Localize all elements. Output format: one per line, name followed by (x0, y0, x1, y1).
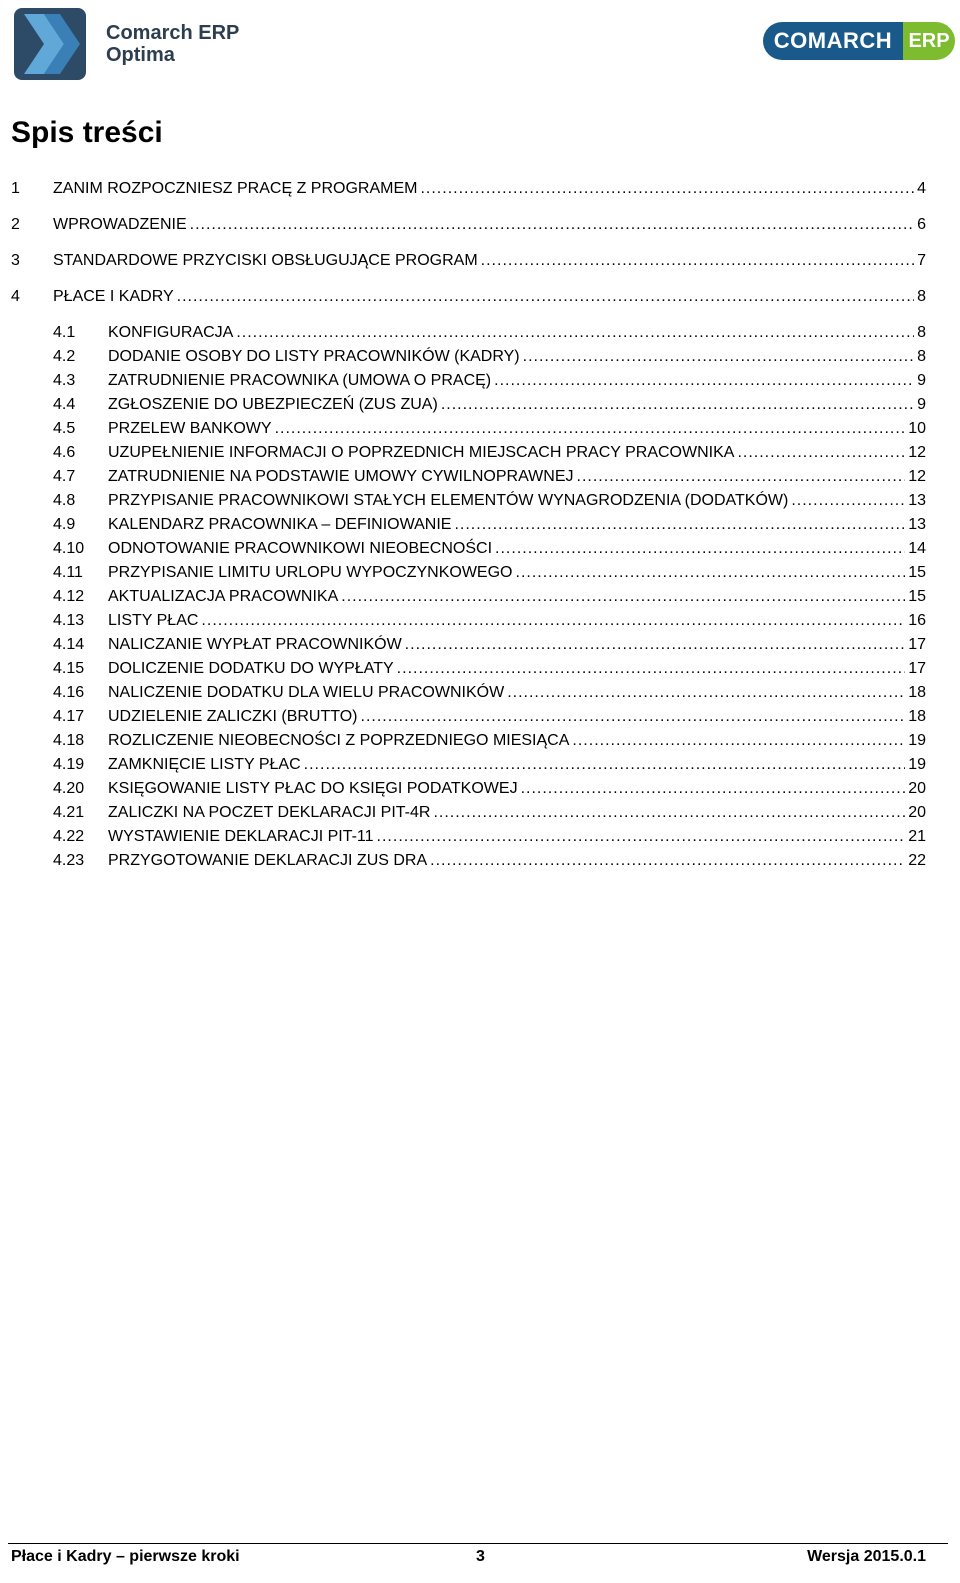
toc-number: 4.9 (53, 516, 76, 533)
toc-entry[interactable] (11, 180, 926, 216)
toc-label: PRZELEW BANKOWY (108, 420, 272, 437)
toc-number: 4.14 (53, 636, 85, 653)
toc-leader (405, 636, 906, 654)
toc-leader (516, 564, 906, 582)
toc-leader (190, 216, 914, 234)
toc-label: UDZIELENIE ZALICZKI (BRUTTO) (108, 708, 358, 725)
optima-logo-icon (14, 8, 86, 80)
toc-subentry[interactable] (11, 564, 926, 588)
toc-subentry[interactable] (11, 636, 926, 660)
toc-label: UZUPEŁNIENIE INFORMACJI O POPRZEDNICH MIEJSCACH PRACY PRACOWNIKA (108, 444, 735, 461)
toc-subentry[interactable] (11, 348, 926, 372)
toc-leader (430, 852, 905, 870)
toc-label: NALICZENIE DODATKU DLA WIELU PRACOWNIKÓW (108, 684, 505, 701)
toc-page: 21 (908, 828, 926, 845)
toc-label: WYSTAWIENIE DEKLARACJI PIT-11 (108, 828, 374, 845)
toc-page: 8 (917, 324, 926, 341)
toc-leader (441, 396, 914, 414)
toc-page: 13 (908, 492, 926, 509)
toc-number: 4.20 (53, 780, 85, 797)
toc-subentry[interactable] (11, 852, 926, 876)
toc-label: DODANIE OSOBY DO LISTY PRACOWNIKÓW (KADRY) (108, 348, 520, 365)
toc-number: 4.3 (53, 372, 76, 389)
toc-page: 18 (908, 684, 926, 701)
toc-leader (481, 252, 914, 270)
toc-label: NALICZANIE WYPŁAT PRACOWNIKÓW (108, 636, 402, 653)
comarch-erp-logo (763, 22, 955, 64)
toc-label: ZGŁOSZENIE DO UBEZPIECZEŃ (ZUS ZUA) (108, 396, 438, 413)
toc-number: 4.18 (53, 732, 85, 749)
toc-subentry[interactable] (11, 828, 926, 852)
toc-subentry[interactable] (11, 420, 926, 444)
toc-leader (341, 588, 905, 606)
toc-subentry[interactable] (11, 732, 926, 756)
toc-leader (361, 708, 906, 726)
toc-subentry[interactable] (11, 444, 926, 468)
toc-leader (791, 492, 905, 510)
toc-page: 19 (908, 756, 926, 773)
toc-subentry[interactable] (11, 756, 926, 780)
toc-subentry[interactable] (11, 612, 926, 636)
toc-number: 4.19 (53, 756, 85, 773)
toc-number: 2 (11, 216, 20, 233)
toc-page: 9 (917, 396, 926, 413)
toc-leader (577, 468, 906, 486)
logo-comarch-text: COMARCH (763, 22, 903, 60)
toc-page: 16 (908, 612, 926, 629)
toc-number: 3 (11, 252, 20, 269)
toc-subentry[interactable] (11, 324, 926, 348)
toc-number: 4 (11, 288, 20, 305)
toc-subentry[interactable] (11, 588, 926, 612)
toc-label: ZATRUDNIENIE PRACOWNIKA (UMOWA O PRACĘ) (108, 372, 492, 389)
toc-subentry[interactable] (11, 396, 926, 420)
toc-number: 4.22 (53, 828, 85, 845)
toc-entry[interactable] (11, 216, 926, 252)
footer-divider (8, 1543, 948, 1544)
toc-label: ZANIM ROZPOCZNIESZ PRACĘ Z PROGRAMEM (53, 180, 418, 197)
toc-label: AKTUALIZACJA PRACOWNIKA (108, 588, 339, 605)
toc-page: 20 (908, 804, 926, 821)
toc-page: 15 (908, 588, 926, 605)
toc-page: 10 (908, 420, 926, 437)
toc-label: KONFIGURACJA (108, 324, 234, 341)
toc-label: PRZYGOTOWANIE DEKLARACJI ZUS DRA (108, 852, 428, 869)
toc-subentry[interactable] (11, 468, 926, 492)
toc-subentry[interactable] (11, 492, 926, 516)
toc-page: 20 (908, 780, 926, 797)
toc-leader (737, 444, 905, 462)
toc-number: 4.2 (53, 348, 76, 365)
toc-subentry[interactable] (11, 372, 926, 396)
logo-wordmark (106, 22, 239, 66)
toc-number: 4.1 (53, 324, 76, 341)
logo-line-2: Optima (106, 44, 175, 66)
toc-entry[interactable] (11, 252, 926, 288)
toc-leader (275, 420, 906, 438)
comarch-erp-optima-logo (14, 8, 254, 80)
page-title: Spis treści (11, 116, 163, 149)
toc-label: DOLICZENIE DODATKU DO WYPŁATY (108, 660, 394, 677)
toc-page: 18 (908, 708, 926, 725)
toc-leader (397, 660, 906, 678)
toc-page: 14 (908, 540, 926, 557)
toc-leader (495, 540, 905, 558)
toc-label: WPROWADZENIE (53, 216, 187, 233)
toc-label: PŁACE I KADRY (53, 288, 174, 305)
footer-version: Wersja 2015.0.1 (807, 1548, 926, 1565)
toc-leader (177, 288, 914, 306)
toc-page: 7 (917, 252, 926, 269)
toc-label: LISTY PŁAC (108, 612, 199, 629)
page-header (0, 0, 960, 90)
toc-leader (420, 180, 914, 198)
toc-number: 4.10 (53, 540, 85, 557)
toc-number: 4.5 (53, 420, 76, 437)
toc-number: 4.15 (53, 660, 85, 677)
toc-leader (201, 612, 905, 630)
toc-label: ZAMKNIĘCIE LISTY PŁAC (108, 756, 301, 773)
toc-leader (572, 732, 905, 750)
footer-page-number: 3 (476, 1548, 485, 1565)
toc-number: 4.11 (53, 564, 83, 581)
toc-number: 4.13 (53, 612, 85, 629)
toc-subentry[interactable] (11, 660, 926, 684)
toc-leader (236, 324, 914, 342)
toc-page: 17 (908, 636, 926, 653)
toc-subentry[interactable] (11, 804, 926, 828)
toc-number: 4.17 (53, 708, 85, 725)
toc-leader (377, 828, 906, 846)
toc-page: 13 (908, 516, 926, 533)
toc-page: 12 (908, 468, 926, 485)
toc-leader (494, 372, 914, 390)
toc-page: 17 (908, 660, 926, 677)
toc-subentry[interactable] (11, 540, 926, 564)
toc-label: PRZYPISANIE PRACOWNIKOWI STAŁYCH ELEMENTÓW WYNAGRODZENIA (DODATKÓW) (108, 492, 789, 509)
footer-document-title: Płace i Kadry – pierwsze kroki (11, 1548, 240, 1565)
toc-label: ZATRUDNIENIE NA PODSTAWIE UMOWY CYWILNOPRAWNEJ (108, 468, 574, 485)
toc-page: 4 (917, 180, 926, 197)
toc-leader (507, 684, 905, 702)
toc-page: 15 (908, 564, 926, 581)
toc-label: KALENDARZ PRACOWNIKA – DEFINIOWANIE (108, 516, 452, 533)
toc-page: 9 (917, 372, 926, 389)
toc-label: ODNOTOWANIE PRACOWNIKOWI NIEOBECNOŚCI (108, 540, 493, 557)
toc-subentry[interactable] (11, 516, 926, 540)
toc-page: 19 (908, 732, 926, 749)
toc-leader (523, 348, 914, 366)
toc-subentry[interactable] (11, 780, 926, 804)
toc-leader (433, 804, 905, 822)
toc-leader (454, 516, 905, 534)
toc-entry[interactable] (11, 288, 926, 324)
toc-number: 4.16 (53, 684, 85, 701)
toc-number: 4.12 (53, 588, 85, 605)
toc-number: 4.6 (53, 444, 76, 461)
toc-page: 8 (917, 288, 926, 305)
toc-number: 4.4 (53, 396, 76, 413)
toc-page: 6 (917, 216, 926, 233)
toc-label: ROZLICZENIE NIEOBECNOŚCI Z POPRZEDNIEGO MIESIĄCA (108, 732, 570, 749)
toc-number: 4.21 (53, 804, 85, 821)
toc-leader (521, 780, 906, 798)
toc-label: STANDARDOWE PRZYCISKI OBSŁUGUJĄCE PROGRAM (53, 252, 478, 269)
table-of-contents (11, 180, 926, 876)
toc-label: KSIĘGOWANIE LISTY PŁAC DO KSIĘGI PODATKOWEJ (108, 780, 518, 797)
toc-subentry[interactable] (11, 708, 926, 732)
toc-number: 1 (11, 180, 20, 197)
toc-page: 8 (917, 348, 926, 365)
toc-leader (304, 756, 906, 774)
logo-line-1: Comarch ERP (106, 22, 240, 44)
toc-subentry[interactable] (11, 684, 926, 708)
logo-erp-text: ERP (903, 22, 955, 60)
toc-page: 12 (908, 444, 926, 461)
page-footer (11, 1548, 926, 1570)
toc-number: 4.7 (53, 468, 76, 485)
toc-label: PRZYPISANIE LIMITU URLOPU WYPOCZYNKOWEGO (108, 564, 513, 581)
toc-number: 4.23 (53, 852, 85, 869)
toc-number: 4.8 (53, 492, 76, 509)
toc-page: 22 (908, 852, 926, 869)
toc-label: ZALICZKI NA POCZET DEKLARACJI PIT-4R (108, 804, 431, 821)
